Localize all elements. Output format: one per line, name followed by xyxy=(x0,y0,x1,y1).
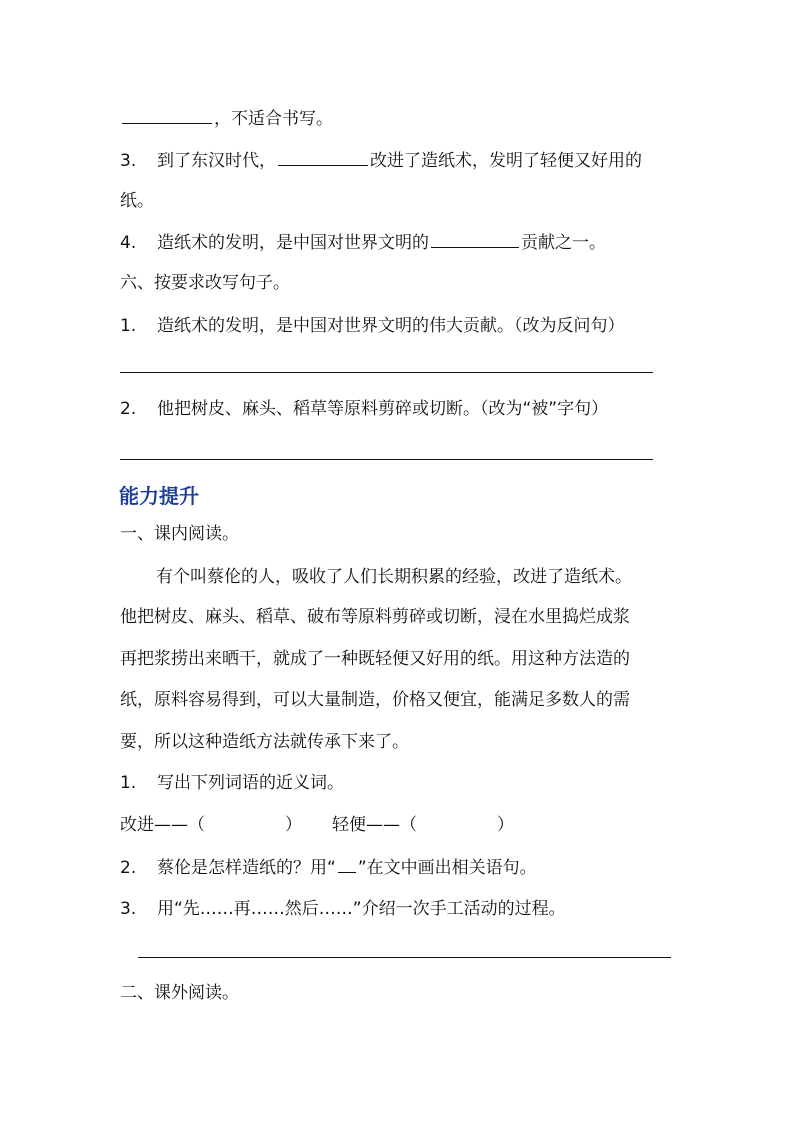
fill-blank[interactable] xyxy=(431,230,519,248)
passage-line: 有个叫蔡伦的人，吸收了人们长期积累的经验，改进了造纸术。 xyxy=(156,567,632,587)
passage-line: 再把浆捞出来晒干，就成了一种既轻便又好用的纸。用这种方法造的 xyxy=(120,649,630,669)
section-heading: 能力提升 xyxy=(119,484,199,508)
section-6-title: 六、按要求改写句子。 xyxy=(120,273,290,293)
question-3: 3. 到了东汉时代， 改进了造纸术，发明了轻便又好用的 xyxy=(120,148,642,173)
question-4: 4. 造纸术的发明，是中国对世界文明的 贡献之一。 xyxy=(120,230,606,255)
answer-line[interactable] xyxy=(120,372,653,373)
underline-sample xyxy=(338,855,356,873)
fill-blank[interactable] xyxy=(122,106,212,124)
reading-section-2-title: 二、课外阅读。 xyxy=(120,983,239,1003)
passage-line: 纸，原料容易得到，可以大量制造，价格又便宜，能满足多数人的需 xyxy=(120,690,630,710)
passage-line: 他把树皮、麻头、稻草、破布等原料剪碎或切断，浸在水里捣烂成浆 xyxy=(120,607,630,627)
passage-line: 要，所以这种造纸方法就传承下来了。 xyxy=(120,732,409,752)
fill-blank[interactable] xyxy=(278,148,368,166)
answer-line[interactable] xyxy=(138,957,671,958)
synonym-row: 改进——（ ） 轻便——（ ） xyxy=(120,815,514,835)
rewrite-question-1: 1. 造纸术的发明，是中国对世界文明的伟大贡献。（改为反问句） xyxy=(120,316,625,336)
reading-question-2: 2. 蔡伦是怎样造纸的？用“ ”在文中画出相关语句。 xyxy=(120,855,537,880)
reading-question-3: 3. 用“先……再……然后……”介绍一次手工活动的过程。 xyxy=(120,899,566,919)
line-1: ，不适合书写。 xyxy=(120,106,333,131)
answer-line[interactable] xyxy=(120,459,653,460)
rewrite-question-2: 2. 他把树皮、麻头、稻草等原料剪碎或切断。（改为“被”字句） xyxy=(120,399,609,419)
reading-section-1-title: 一、课内阅读。 xyxy=(120,524,239,544)
question-3-continued: 纸。 xyxy=(120,191,154,211)
reading-question-1: 1. 写出下列词语的近义词。 xyxy=(120,773,344,793)
